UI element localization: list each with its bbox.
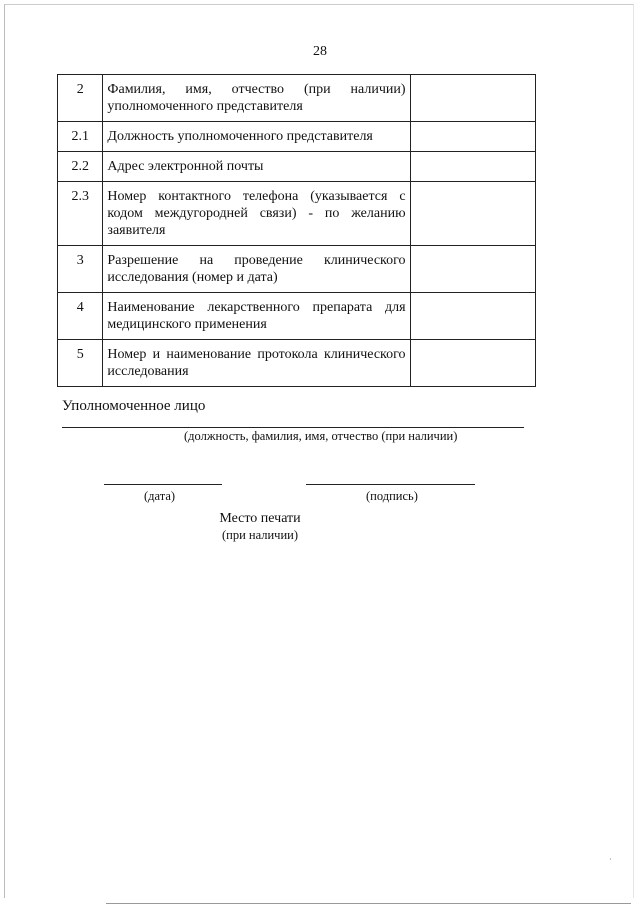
row-label: Номер контактного телефона (указывается с кодом междугородней связи) - по желанию заявителя <box>103 182 410 246</box>
position-name-caption: (должность, фамилия, имя, отчество (при наличии) <box>184 429 458 443</box>
date-line <box>104 484 222 485</box>
scan-mark: · <box>609 855 612 864</box>
table-row <box>58 122 536 152</box>
page-number: 28 <box>313 44 327 59</box>
row-value-cell <box>410 152 535 182</box>
row-number: 2 <box>58 75 103 122</box>
row-number: 2.3 <box>58 182 103 246</box>
row-label: Разрешение на проведение клинического исследования (номер и дата) <box>103 246 410 293</box>
signature-line <box>306 484 475 485</box>
signature-caption: (подпись) <box>366 489 418 503</box>
row-label: Номер и наименование протокола клинического исследования <box>103 340 410 387</box>
stamp-note: (при наличии) <box>221 528 299 542</box>
row-number: 4 <box>58 293 103 340</box>
row-label: Адрес электронной почты <box>103 152 410 182</box>
table-row <box>58 246 536 293</box>
authorized-person-label: Уполномоченное лицо <box>62 398 206 414</box>
row-value-cell <box>410 293 535 340</box>
page-bottom-edge <box>106 903 631 904</box>
row-number: 2.1 <box>58 122 103 152</box>
form-table-body <box>58 75 536 387</box>
row-number: 5 <box>58 340 103 387</box>
table-row <box>58 152 536 182</box>
row-number: 3 <box>58 246 103 293</box>
row-label: Наименование лекарственного препарата для медицинского применения <box>103 293 410 340</box>
row-label: Фамилия, имя, отчество (при наличии) уполномоченного представителя <box>103 75 410 122</box>
row-value-cell <box>410 246 535 293</box>
table-row <box>58 182 536 246</box>
row-value-cell <box>410 75 535 122</box>
position-name-line <box>62 427 524 428</box>
form-table <box>57 74 536 387</box>
row-number: 2.2 <box>58 152 103 182</box>
row-value-cell <box>410 182 535 246</box>
stamp-label: Место печати <box>219 511 301 526</box>
table-row <box>58 75 536 122</box>
row-label: Должность уполномоченного представителя <box>103 122 410 152</box>
table-row <box>58 340 536 387</box>
row-value-cell <box>410 340 535 387</box>
date-caption: (дата) <box>144 489 176 503</box>
row-value-cell <box>410 122 535 152</box>
table-row <box>58 293 536 340</box>
